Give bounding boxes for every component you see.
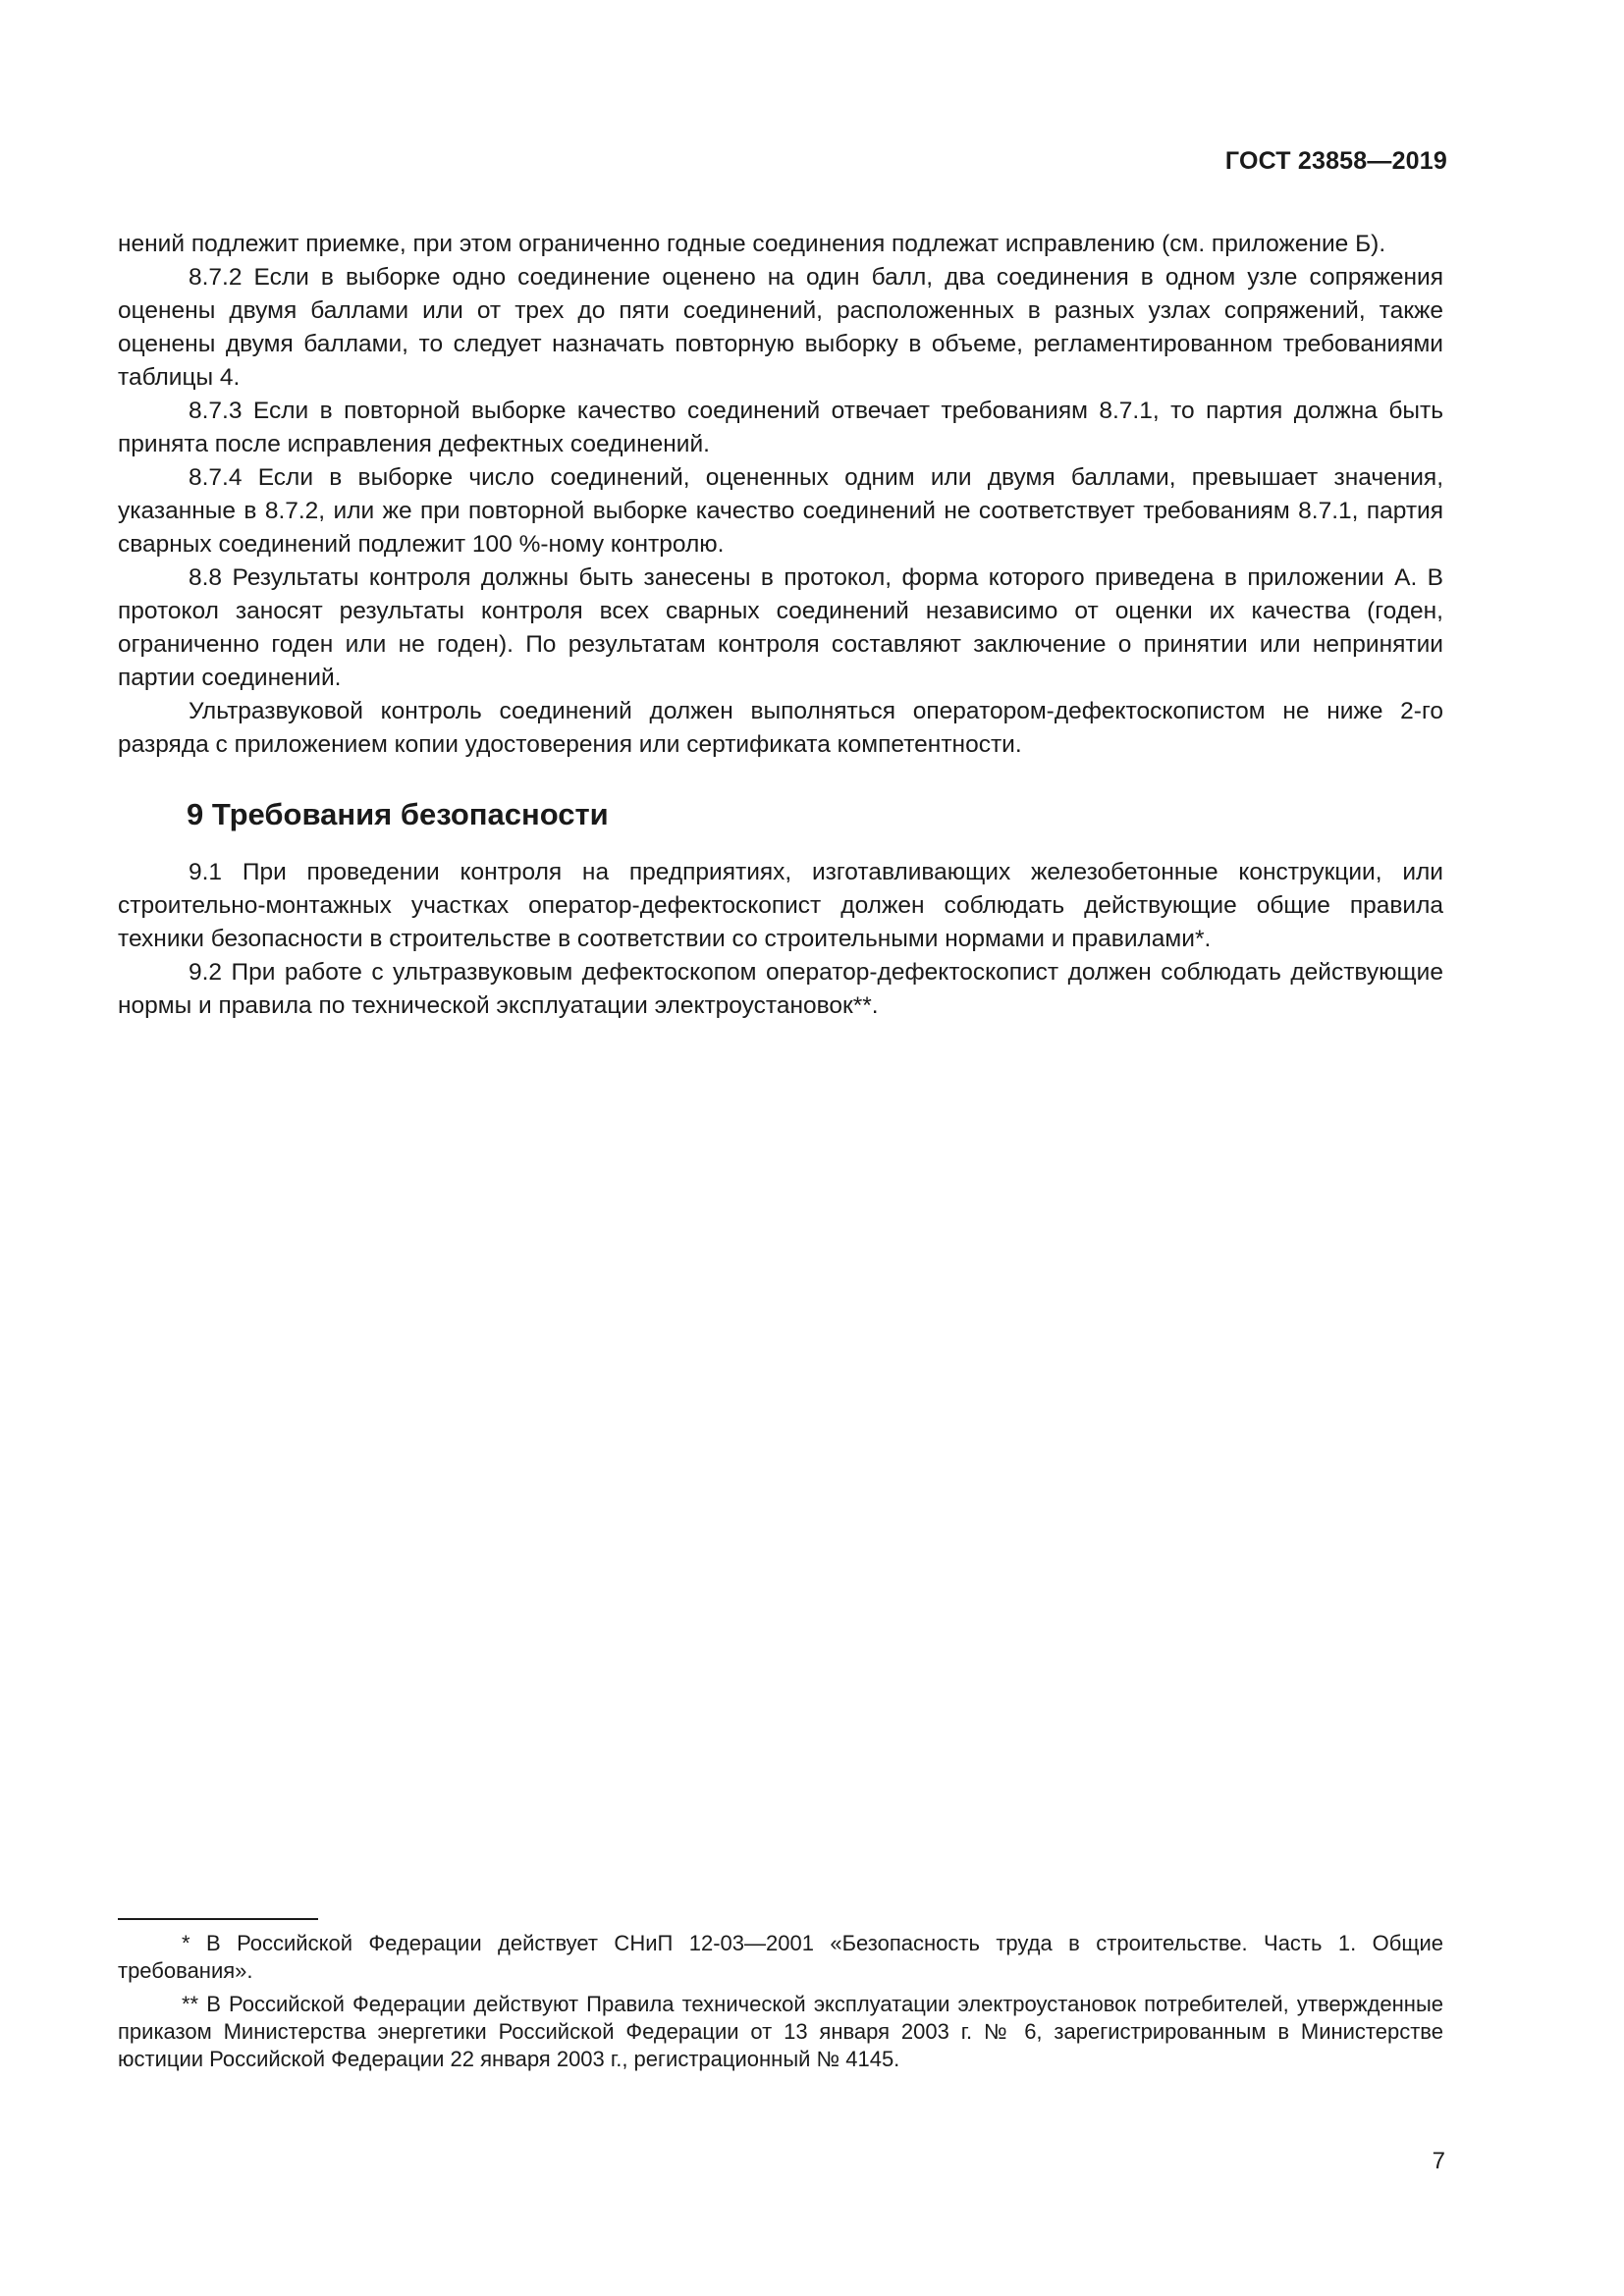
- footnote-2: ** В Российской Федерации действуют Правила технической эксплуатации электроустановок потребителей, утвержденные приказом Министерства энергетики Российской Федерации от 13 января 2003 г. № 6, зарегистрированным в Министерстве юстиции Российской Федерации 22 января 2003 г., регистрационный № 4145.: [118, 1992, 1443, 2071]
- paragraph-8-7-3: 8.7.3 Если в повторной выборке качество соединений отвечает требованиям 8.7.1, то партия должна быть принята после исправления дефектных соединений.: [118, 398, 1443, 457]
- paragraph-8-7-2: 8.7.2 Если в выборке одно соединение оценено на один балл, два соединения в одном узле сопряжения оценены двумя баллами или от трех до пяти соединений, расположенных в разных узлах сопряжений, также оценены двумя баллами, то следует назначать повторную выборку в объеме, регламентированном требованиями таблицы 4.: [118, 264, 1443, 391]
- footnote-divider: [118, 1918, 318, 1920]
- paragraph-operator-qualification: Ультразвуковой контроль соединений должен выполняться оператором-дефектоскопистом не ниже 2-го разряда с приложением копии удостоверения или сертификата компетентности.: [118, 698, 1443, 758]
- section-heading: 9 Требования безопасности: [187, 797, 609, 831]
- paragraph-9-1: 9.1 При проведении контроля на предприятиях, изготавливающих железобетонные конструкции, или строительно-монтажных участках оператор-дефектоскопист должен соблюдать действующие общие правила техники безопасности в строительстве в соответствии со строительными нормами и правилами*.: [118, 859, 1443, 952]
- paragraph-continuation: нений подлежит приемке, при этом ограниченно годные соединения подлежат исправлению (см. приложение Б).: [118, 231, 1386, 257]
- footnote-1: * В Российской Федерации действует СНиП 12-03—2001 «Безопасность труда в строительстве. Часть 1. Общие требования».: [118, 1931, 1443, 1983]
- page-number: 7: [1432, 2148, 1445, 2174]
- document-header: ГОСТ 23858—2019: [1224, 147, 1447, 175]
- paragraph-8-7-4: 8.7.4 Если в выборке число соединений, оцененных одним или двумя баллами, превышает значения, указанные в 8.7.2, или же при повторной выборке качество соединений не соответствует требованиям 8.7.1, партия сварных соединений подлежит 100 %-ному контролю.: [118, 464, 1443, 558]
- paragraph-9-2: 9.2 При работе с ультразвуковым дефектоскопом оператор-дефектоскопист должен соблюдать действующие нормы и правила по технической эксплуатации электроустановок**.: [118, 959, 1443, 1019]
- paragraph-8-8: 8.8 Результаты контроля должны быть занесены в протокол, форма которого приведена в приложении А. В протокол заносят результаты контроля всех сварных соединений независимо от оценки их качества (годен, ограниченно годен или не годен). По результатам контроля составляют заключение о принятии или непринятии партии соединений.: [118, 564, 1443, 691]
- document-body: [118, 228, 1443, 1023]
- footnotes: [118, 1930, 1443, 2079]
